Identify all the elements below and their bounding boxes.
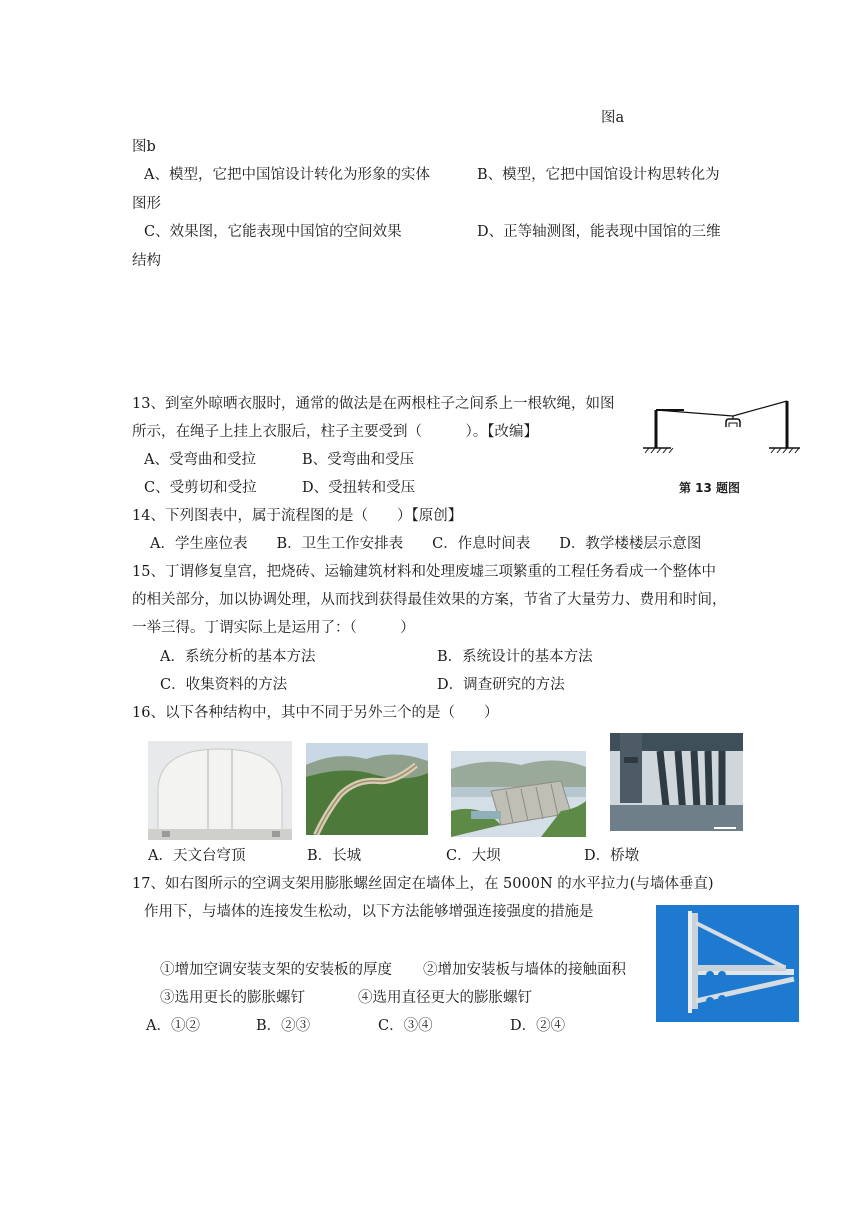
q12-option-d-cont: 结构 bbox=[132, 253, 161, 269]
q17-item-4: ④选用直径更大的膨胀螺钉 bbox=[358, 990, 532, 1006]
q13-option-a: A、受弯曲和受拉 bbox=[144, 452, 256, 468]
q17-item-3: ③选用更长的膨胀螺钉 bbox=[160, 990, 305, 1006]
q17-option-c: C．③④ bbox=[378, 1018, 433, 1034]
q17-option-a: A．①② bbox=[146, 1018, 200, 1034]
q12-option-a: A、模型，它把中国馆设计转化为形象的实体 bbox=[144, 167, 430, 183]
q16-option-d: D．桥墩 bbox=[584, 848, 640, 864]
q17-option-b: B．②③ bbox=[256, 1018, 311, 1034]
q14-stem: 14、下列图表中，属于流程图的是（ ）【原创】 bbox=[132, 508, 463, 524]
q12-option-d: D、正等轴测图，能表现中国馆的三维 bbox=[477, 224, 721, 240]
q17-item-2: ②增加安装板与墙体的接触面积 bbox=[423, 962, 626, 978]
q16-stem: 16、以下各种结构中，其中不同于另外三个的是（ ） bbox=[132, 705, 499, 721]
q12-option-b-cont: 图形 bbox=[132, 196, 161, 212]
q15-option-c: C．收集资料的方法 bbox=[160, 677, 288, 693]
q17-stem-line1: 17、如右图所示的空调支架用膨胀螺丝固定在墙体上，在 5000N 的水平拉力(与墙体垂直) bbox=[132, 876, 714, 892]
q16-option-b: B．长城 bbox=[307, 848, 362, 864]
great-wall-photo bbox=[306, 743, 428, 835]
q15-option-d: D．调查研究的方法 bbox=[437, 677, 565, 693]
q14-options: A．学生座位表 B．卫生工作安排表 C．作息时间表 D．教学楼楼层示意图 bbox=[150, 536, 702, 552]
dam-photo bbox=[451, 751, 586, 837]
q17-item-1: ①增加空调安装支架的安装板的厚度 bbox=[160, 962, 392, 978]
q15-stem-line3: 一举三得。丁谓实际上是运用了：（ ） bbox=[132, 620, 415, 636]
q13-option-b: B、受弯曲和受压 bbox=[302, 452, 415, 468]
q15-option-a: A．系统分析的基本方法 bbox=[160, 649, 316, 665]
q13-option-c: C、受剪切和受拉 bbox=[144, 480, 257, 496]
q16-option-c: C．大坝 bbox=[446, 848, 501, 864]
q13-stem-line1: 13、到室外晾晒衣服时，通常的做法是在两根柱子之间系上一根软绳，如图 bbox=[132, 396, 615, 412]
q16-option-a: A．天文台穹顶 bbox=[148, 848, 246, 864]
ac-bracket-photo bbox=[656, 905, 799, 1022]
clothesline-figure bbox=[640, 395, 802, 457]
q13-option-d: D、受扭转和受压 bbox=[302, 480, 416, 496]
q17-option-d: D．②④ bbox=[510, 1018, 566, 1034]
q15-option-b: B．系统设计的基本方法 bbox=[437, 649, 593, 665]
q17-stem-line2: 作用下，与墙体的连接发生松动，以下方法能够增强连接强度的措施是 bbox=[144, 904, 594, 920]
figure-b-label: 图b bbox=[132, 139, 156, 155]
q13-figure-caption: 第 13 题图 bbox=[679, 481, 741, 495]
figure-a-label: 图a bbox=[601, 110, 625, 126]
q15-stem-line2: 的相关部分，加以协调处理，从而找到获得最佳效果的方案，节省了大量劳力、费用和时间， bbox=[132, 592, 727, 608]
q13-stem-line2: 所示，在绳子上挂上衣服后，柱子主要受到（ ）。【改编】 bbox=[132, 424, 538, 440]
q15-stem-line1: 15、丁谓修复皇宫，把烧砖、运输建筑材料和处理废墟三项繁重的工程任务看成一个整体中 bbox=[132, 564, 716, 580]
q12-option-c: C、效果图，它能表现中国馆的空间效果 bbox=[144, 224, 402, 240]
q12-option-b: B、模型，它把中国馆设计构思转化为 bbox=[477, 167, 720, 183]
bridge-pier-photo bbox=[610, 733, 743, 831]
observatory-dome-photo bbox=[148, 741, 292, 840]
